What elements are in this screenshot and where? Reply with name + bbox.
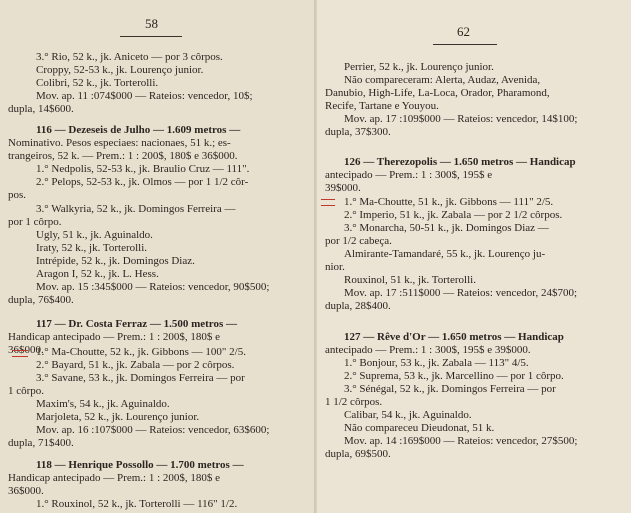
text-line: dupla, 76$400. (8, 294, 74, 306)
race-heading: 126 — Therezopolis — 1.650 metros — Handicap (344, 156, 576, 168)
text-line: 39$000. (325, 182, 361, 194)
text-line: 1 côrpo. (8, 385, 45, 397)
red-margin-mark (321, 199, 335, 206)
text-line: Mov. ap. 16 :107$000 — Rateios: vencedor, 63$600; (36, 424, 270, 436)
right-page (317, 0, 631, 513)
text-line: por 1 côrpo. (8, 216, 62, 228)
text-line: Perrier, 52 k., jk. Lourenço junior. (344, 61, 494, 73)
text-line: dupla, 37$300. (325, 126, 391, 138)
text-line: dupla, 28$400. (325, 300, 391, 312)
text-line: 3.° Monarcha, 50-51 k., jk. Domingos Diaz — (344, 222, 549, 234)
right-header-rule (433, 44, 497, 45)
text-line: Marjoleta, 52 k., jk. Lourenço junior. (36, 411, 200, 423)
text-line: dupla, 69$500. (325, 448, 391, 460)
red-margin-mark (12, 350, 28, 357)
text-line: Não compareceram: Alerta, Audaz, Avenida, (344, 74, 541, 86)
text-line: Recife, Tartane e Youyou. (325, 100, 439, 112)
text-line: Nominativo. Pesos especiaes: nacionaes, 51 k.; es- (8, 137, 231, 149)
text-line: Rouxinol, 51 k., jk. Torterolli. (344, 274, 476, 286)
left-page-number: 58 (145, 16, 158, 31)
text-line: antecipado — Prem.: 1 : 300$, 195$ e 39$000. (325, 344, 531, 356)
text-line: por 1/2 cabeça. (325, 235, 392, 247)
text-line: Handicap antecipado — Prem.: 1 : 200$, 180$ e (8, 472, 221, 484)
text-line: Mov. ap. 11 :074$000 — Rateios: vencedor, 10$; (36, 90, 253, 102)
text-line: Ugly, 51 k., jk. Aguinaldo. (36, 229, 153, 241)
text-line: Mov. ap. 14 :169$000 — Rateios: vencedor, 27$500; (344, 435, 578, 447)
text-line: 1 1/2 côrpos. (325, 396, 383, 408)
text-line: 1.° Ma-Choutte, 52 k., jk. Gibbons — 100" 2/5. (36, 346, 246, 358)
text-line: 1.° Ma-Choutte, 51 k., jk. Gibbons — 111" 2/5. (344, 196, 554, 208)
text-line: Danubio, High-Life, La-Loca, Orador, Pharamond, (325, 87, 550, 99)
text-line: Mov. ap. 17 :109$000 — Rateios: vencedor, 14$100; (344, 113, 578, 125)
text-line: dupla, 14$600. (8, 103, 74, 115)
text-line: 1.° Rouxinol, 52 k., jk. Torterolli — 116" 1/2. (36, 498, 238, 510)
text-line: nior. (325, 261, 345, 273)
text-line: 36$000. (8, 485, 44, 497)
text-line: Maxim's, 54 k., jk. Aguinaldo. (36, 398, 170, 410)
left-header-rule (120, 36, 182, 37)
text-line: 2.° Pelops, 52-53 k., jk. Olmos — por 1 1/2 côr- (36, 176, 249, 188)
text-line: Mov. ap. 15 :345$000 — Rateios: vencedor, 90$500; (36, 281, 270, 293)
text-line: Mov. ap. 17 :511$000 — Rateios: vencedor, 24$700; (344, 287, 578, 299)
right-page-number: 62 (457, 24, 470, 39)
text-line: Iraty, 52 k., jk. Torterolli. (36, 242, 148, 254)
race-heading: 127 — Rêve d'Or — 1.650 metros — Handicap (344, 331, 564, 343)
text-line: 1.° Bonjour, 53 k., jk. Zabala — 113" 4/5. (344, 357, 529, 369)
text-line: 3.° Savane, 53 k., jk. Domingos Ferreira — por (36, 372, 245, 384)
text-line: Croppy, 52-53 k., jk. Lourenço junior. (36, 64, 204, 76)
text-line: 1.° Nedpolis, 52-53 k., jk. Braulio Cruz — 111". (36, 163, 250, 175)
race-heading: 117 — Dr. Costa Ferraz — 1.500 metros — (36, 318, 238, 330)
text-line: antecipado — Prem.: 1 : 300$, 195$ e (325, 169, 493, 181)
text-line: 2.° Suprema, 53 k., jk. Marcellino — por 1 côrpo. (344, 370, 564, 382)
text-line: Colibri, 52 k., jk. Torterolli. (36, 77, 159, 89)
text-line: Almirante-Tamandaré, 55 k., jk. Lourenço ju- (344, 248, 546, 260)
text-line: 2.° Bayard, 51 k., jk. Zabala — por 2 côrpos. (36, 359, 235, 371)
text-line: 2.° Imperio, 51 k., jk. Zabala — por 2 1/2 côrpos. (344, 209, 563, 221)
text-line: Não compareceu Dieudonat, 51 k. (344, 422, 495, 434)
text-line: Calibar, 54 k., jk. Aguinaldo. (344, 409, 472, 421)
text-line: 3.° Sénégal, 52 k., jk. Domingos Ferreira — por (344, 383, 556, 395)
text-line: 3.° Rio, 52 k., jk. Aniceto — por 3 côrpos. (36, 51, 223, 63)
text-line: Aragon I, 52 k., jk. L. Hess. (36, 268, 159, 280)
race-heading: 118 — Henrique Possollo — 1.700 metros — (36, 459, 244, 471)
text-line: 3.° Walkyria, 52 k., jk. Domingos Ferreira — (36, 203, 236, 215)
text-line: 36$000. (8, 344, 44, 356)
text-line: Intrépide, 52 k., jk. Domingos Diaz. (36, 255, 195, 267)
text-line: pos. (8, 189, 27, 201)
race-heading: 116 — Dezeseis de Julho — 1.609 metros — (36, 124, 241, 136)
text-line: Handicap antecipado — Prem.: 1 : 200$, 180$ e (8, 331, 221, 343)
text-line: trangeiros, 52 k. — Prem.: 1 : 200$, 180$ e 36$000. (8, 150, 238, 162)
text-line: dupla, 71$400. (8, 437, 74, 449)
